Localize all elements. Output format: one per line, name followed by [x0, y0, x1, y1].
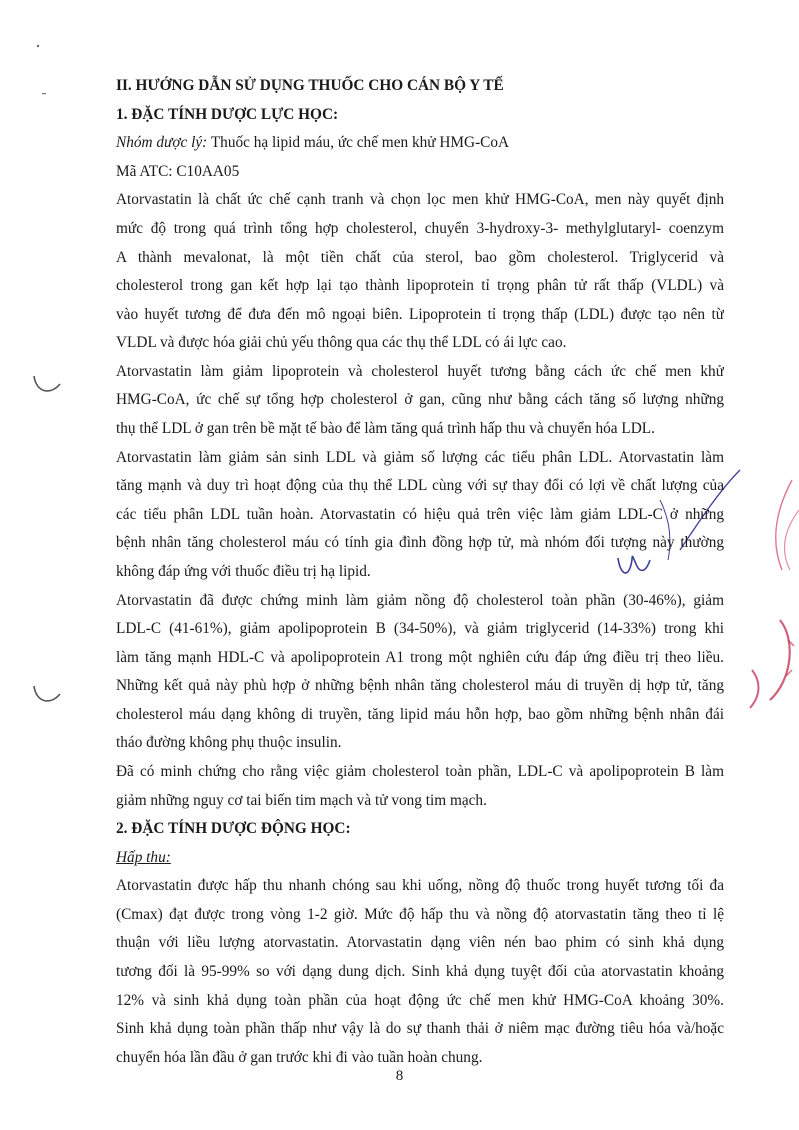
text-line: Atorvastatin làm giảm sản sinh LDL và giảm số lượng các tiểu phân LDL. Atorvastatin làm [116, 449, 724, 466]
text-line: Những kết quả này phù hợp ở những bệnh nhân tăng cholesterol máu di truyền dị hợp tử, tăng [116, 677, 724, 694]
text-line: 12% và sinh khả dụng toàn phần của hoạt động ức chế men khử HMG-CoA khoảng 30%. [116, 992, 724, 1009]
text-line: cholesterol trong gan kết hợp lại tạo thành lipoprotein tỉ trọng phân tử rất thấp (VLDL) và [116, 277, 724, 294]
text-line: thụ thể LDL ở gan trên bề mặt tế bào để làm tăng quá trình hấp thu và chuyển hóa LDL. [116, 420, 655, 437]
atc-code: Mã ATC: C10AA05 [116, 163, 240, 180]
drug-group-label: Nhóm dược lý: [116, 134, 208, 151]
heading-pharmacodynamics: 1. ĐẶC TÍNH DƯỢC LỰC HỌC: [116, 106, 339, 123]
text-line: không đáp ứng với thuốc điều trị hạ lipid. [116, 563, 371, 580]
text-line: tăng mạnh và duy trì hoạt động của thụ thể LDL cùng với sự thay đổi có lợi về chất lượng của [116, 477, 724, 494]
text-line: Atorvastatin được hấp thu nhanh chóng sau khi uống, nồng độ thuốc trong huyết tương tối đa [116, 877, 724, 894]
text-line: LDL-C (41-61%), giảm apolipoprotein B (34-50%), và giảm triglycerid (14-33%) trong khi [116, 620, 724, 637]
text-line: Đã có minh chứng cho rằng việc giảm cholesterol toàn phần, LDL-C và apolipoprotein B làm [116, 763, 724, 780]
text-line: giảm những nguy cơ tai biến tim mạch và tử vong tim mạch. [116, 792, 487, 809]
text-line: HMG-CoA, ức chế sự tổng hợp cholesterol ở gan, cũng như bằng cách tăng số lượng những [116, 391, 724, 408]
text-line: VLDL và được hóa giải chủ yếu thông qua các thụ thể LDL có ái lực cao. [116, 334, 567, 351]
text-line: cholesterol máu dạng không di truyền, tăng lipid máu hỗn hợp, bao gồm những bệnh nhân đái [116, 706, 724, 723]
heading-pharmacokinetics: 2. ĐẶC TÍNH DƯỢC ĐỘNG HỌC: [116, 820, 351, 837]
text-line: Atorvastatin đã được chứng minh làm giảm nồng độ cholesterol toàn phần (30-46%), giảm [116, 592, 724, 609]
text-line: chuyển hóa lần đầu ở gan trước khi đi vào tuần hoàn chung. [116, 1049, 483, 1066]
text-line: (Cmax) đạt được trong vòng 1-2 giờ. Mức độ hấp thu và nồng độ atorvastatin tăng theo tỉ lệ [116, 906, 724, 923]
text-line: Atorvastatin là chất ức chế cạnh tranh và chọn lọc men khử HMG-CoA, men này quyết định [116, 191, 724, 208]
text-line: tương đối là 95-99% so với dạng dung dịch. Sinh khả dụng tuyệt đối của atorvastatin khoảng [116, 963, 724, 980]
absorption-label: Hấp thu: [116, 849, 171, 866]
text-line: vào huyết tương để đưa đến mô ngoại biên. Lipoprotein tỉ trọng thấp (LDL) được tạo nên từ [116, 306, 724, 323]
scan-dot [34, 42, 42, 50]
drug-group-value: Thuốc hạ lipid máu, ức chế men khử HMG-CoA [207, 134, 510, 151]
drug-group-line [116, 133, 509, 153]
text-line: Sinh khả dụng toàn phần thấp như vậy là do sự thanh thải ở niêm mạc đường tiêu hóa và/hoặc [116, 1020, 724, 1037]
text-line: Atorvastatin làm giảm lipoprotein và cholesterol huyết tương bằng cách ức chế men khử [116, 363, 724, 380]
text-line: thuận với liều lượng atorvastatin. Atorvastatin dạng viên nén bao phim có sinh khả dụng [116, 934, 724, 951]
binding-hole-mark-bottom [30, 680, 64, 712]
text-line: A thành mevalonat, là một tiền chất của sterol, bao gồm cholesterol. Triglycerid và [116, 249, 724, 266]
section-heading: II. HƯỚNG DẪN SỬ DỤNG THUỐC CHO CÁN BỘ Y TẾ [116, 77, 504, 94]
text-line: tháo đường không phụ thuộc insulin. [116, 734, 342, 751]
page-number: 8 [395, 1068, 404, 1084]
text-line: mức độ trong quá trình tổng hợp cholesterol, chuyển 3-hydroxy-3- methylglutaryl- coenzym [116, 220, 724, 237]
scan-dot [40, 90, 48, 98]
binding-hole-mark-top [30, 370, 64, 402]
text-line: làm tăng mạnh HDL-C và apolipoprotein A1 trong một nghiên cứu đáp ứng điều trị theo liều. [116, 649, 724, 666]
text-line: các tiểu phân LDL tuần hoàn. Atorvastatin có hiệu quả trên việc làm giảm LDL-C ở những [116, 506, 724, 523]
text-line: bệnh nhân tăng cholesterol máu có tính gia đình đồng hợp tử, mà nhóm đối tượng này thường [116, 534, 724, 551]
